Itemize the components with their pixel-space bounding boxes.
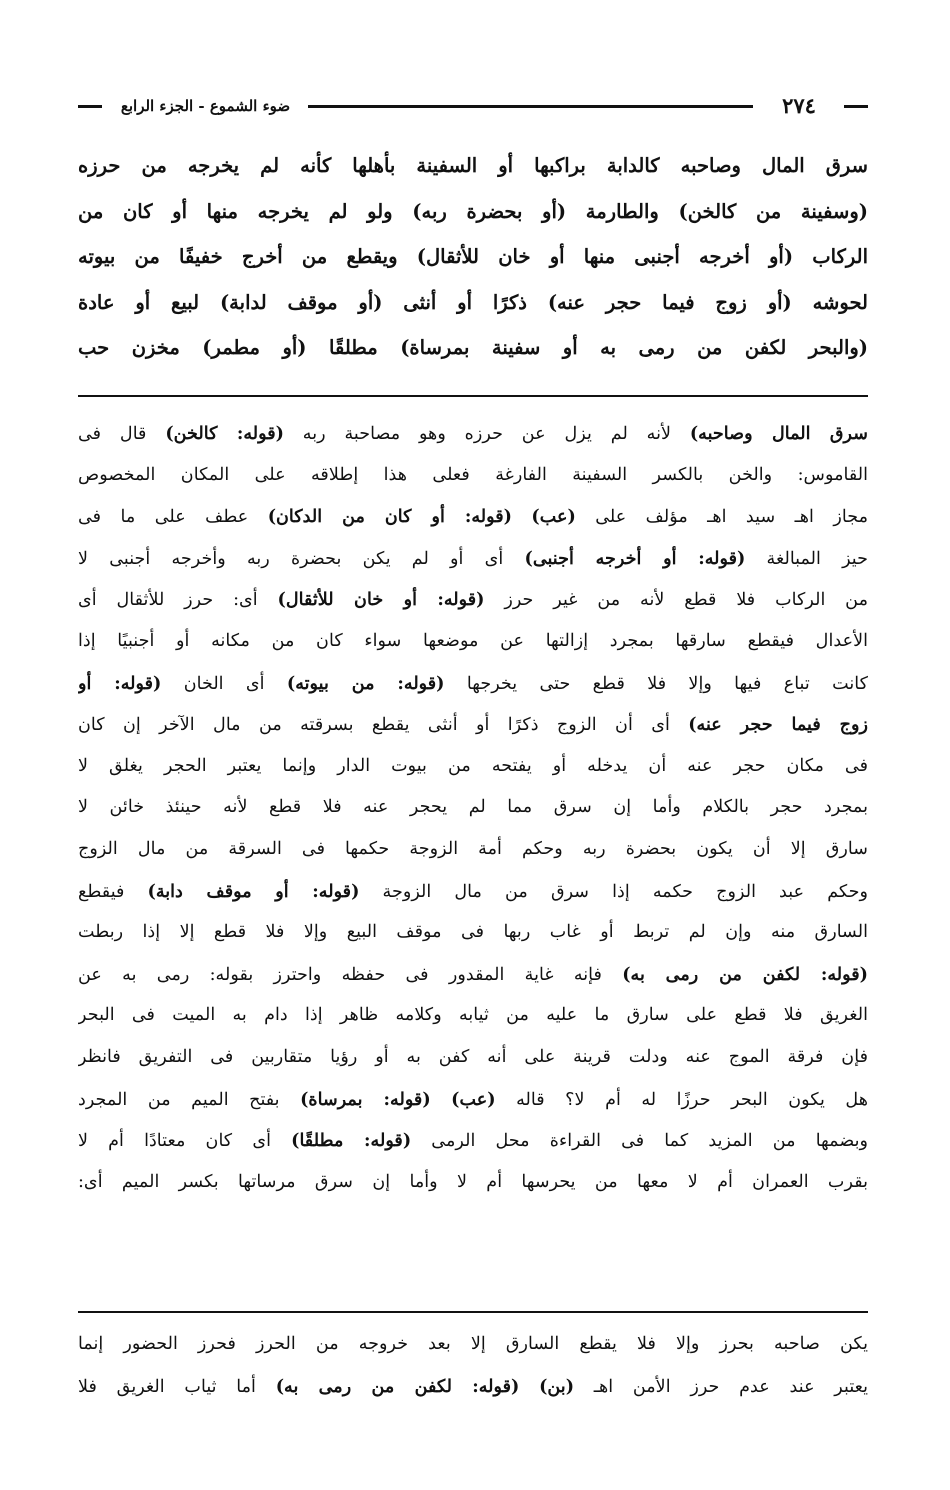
text-run: هل يكون البحر حرزًا له أم لا؟ قاله (495, 1089, 868, 1110)
text-run: فيقطع (78, 881, 148, 902)
text-run: فى مكان حجر عنه أن يدخله أو يفتحه من بيوت الدار وإنما يعتبر الحجر يغلق لا (78, 755, 868, 776)
commentary-text (78, 413, 868, 1203)
text-run: لأنه لم يزل عن حرزه وهو مصاحبة ربه (283, 424, 690, 444)
text-run: القاموس: والخن بالكسر السفينة الفارغة فعلى هذا إطلاقه على المكان المخصوص (78, 464, 868, 485)
quoted-phrase: (قوله: بمرساة) (300, 1088, 431, 1110)
commentary-line (78, 704, 868, 746)
text-run: بفتح الميم من المجرد (78, 1089, 301, 1110)
page-number: ٢٧٤ (782, 93, 816, 118)
text-run (431, 1090, 452, 1110)
quoted-phrase: (قوله: لكفن من رمى به) (622, 963, 868, 985)
text-run: مجاز اهـ سيد اهـ مؤلف على (575, 507, 868, 528)
header-rule (78, 105, 102, 108)
commentary-line (78, 621, 868, 663)
quoted-phrase: (قوله: كالخن) (165, 423, 284, 444)
commentary-line (78, 829, 868, 871)
commentary-line (78, 954, 868, 996)
continuation-line (78, 1324, 868, 1366)
quoted-phrase: زوج فيما حجر عنه) (688, 714, 868, 736)
text-run: أى أو لم يكن بحضرة ربه وأخرجه أجنبى لا (78, 548, 525, 569)
header-rule (308, 105, 753, 108)
quoted-phrase: (بن) (539, 1375, 575, 1397)
commentary-line (78, 787, 868, 829)
text-run (519, 1377, 539, 1397)
main-text-line: (والبحر لكفن من رمى به أو سفينة بمرساة) مطلقًا (أو مطمر) مخزن حب (78, 336, 868, 359)
quoted-phrase: (عب) (531, 506, 576, 528)
quoted-phrase: (قوله: مطلقًا) (291, 1130, 412, 1152)
commentary-line (78, 746, 868, 788)
text-run: كانت تباع فيها وإلا فلا قطع حتى يخرجها (444, 673, 868, 694)
text-run: سارق إلا أن يكون بحضرة ربه وحكم أمة الزوجة حكمها فى السرقة من مال الزوج (78, 838, 868, 859)
quoted-phrase: (قوله: أو خان للأثقال) (277, 589, 485, 611)
section-divider (78, 395, 868, 397)
text-run: أى: حرز للأثقال أى (78, 590, 278, 611)
quoted-phrase: (قوله: أو (78, 672, 162, 694)
quoted-phrase: (عب) (451, 1088, 496, 1110)
text-run: أى الخان (161, 673, 287, 694)
continuation-line (78, 1366, 868, 1408)
commentary-line (78, 496, 868, 538)
running-title: ضوء الشموع - الجزء الرابع (120, 97, 291, 115)
commentary-line (78, 413, 868, 455)
text-run: السارق منه وإن لم تربط أو غاب ربها فى موقف البيع وإلا فلا قطع إلا إذا ربطت (78, 922, 868, 943)
quoted-phrase: (قوله: أو أخرجه أجنبى) (524, 547, 746, 569)
page-header (78, 93, 868, 119)
commentary-line (78, 455, 868, 497)
quoted-phrase: (قوله: أو كان من الدكان) (267, 506, 512, 528)
quoted-phrase: (قوله: لكفن من رمى به) (275, 1375, 520, 1397)
book-page (78, 0, 868, 1490)
text-run (512, 507, 531, 527)
text-run: فإنه غاية المقدور فى حفظه واحترز بقوله: رمى به عن (78, 964, 623, 985)
text-run: عطف على ما فى (78, 507, 268, 528)
text-run: الغريق فلا قطع على سارق ما عليه من ثيابه وكلامه ظاهر إذا دام به الميت فى البحر (78, 1005, 868, 1026)
commentary-line (78, 579, 868, 621)
text-run: بقرب العمران أم لا معها من يحرسها أم لا وأما إن سرق مرساتها بكسر الميم أى: (78, 1171, 868, 1192)
main-text-line: سرق المال وصاحبه كالدابة براكبها أو السفينة بأهلها كأنه لم يخرجه من حرزه (78, 154, 868, 177)
commentary-line (78, 538, 868, 580)
text-run: أما ثياب الغريق فلا (78, 1376, 276, 1397)
main-text-line: (وسفينة من كالخن) والطارمة (أو بحضرة ربه) ولو لم يخرجه منها أو كان من (78, 199, 868, 223)
text-run: أى كان معتادًا أم لا (78, 1131, 292, 1152)
commentary-line (78, 912, 868, 954)
text-run: من الركاب فلا قطع لأنه من غير حرز (484, 590, 868, 611)
text-run: أى أن الزوج ذكرًا أو أنثى يقطع بسرقته من مال الآخر إن كان (78, 715, 689, 736)
commentary-line (78, 995, 868, 1037)
main-text-line: الركاب (أو أخرجه أجنبى منها أو خان للأثقال) ويقطع من أخرج خفيفًا من بيوته (78, 245, 868, 268)
footnote-divider (78, 1311, 868, 1313)
continuation-text (78, 1324, 868, 1407)
quoted-phrase: (قوله: أو موقف دابة) (147, 880, 360, 902)
text-run: بمجرد حجر بالكلام وأما إن سرق مما لم يحجر عنه فلا قطع لأنه حينئذ خائن لا (78, 797, 868, 818)
commentary-line (78, 663, 868, 705)
text-run: وبضمها من المزيد كما فى القراءة محل الرمى (411, 1131, 868, 1152)
header-rule (844, 105, 868, 108)
commentary-line (78, 871, 868, 913)
text-run: وحكم عبد الزوج حكمه إذا سرق من مال الزوجة (359, 881, 868, 902)
commentary-line (78, 1162, 868, 1204)
main-text-line: لحوشه (أو زوج فيما حجر عنه) ذكرًا أو أنثى (أو موقف لدابة) لبيع أو عادة (78, 290, 868, 314)
text-run: فإن فرقة الموج عنه ودلت قرينة على أنه كفن به أو رؤيا متقاربين فى التفريق فانظر (78, 1046, 868, 1067)
quoted-phrase: سرق المال وصاحبه) (689, 423, 868, 444)
commentary-line (78, 1120, 868, 1162)
text-run: يكن صاحبه بحرز وإلا فلا يقطع السارق إلا بعد خروجه من الحرز فحرز الحضور إنما (78, 1334, 868, 1354)
text-run: حيز المبالغة (745, 548, 868, 569)
text-run: الأعدال فيقطع سارقها بمجرد إزالتها عن موضعها سواء كان من مكانه أو أجنبيًا إذا (78, 630, 868, 651)
quoted-phrase: (قوله: من بيوته) (286, 672, 445, 694)
text-run: يعتبر عند عدم حرز الأمن اهـ (574, 1376, 868, 1397)
commentary-line (78, 1037, 868, 1079)
text-run: قال فى (78, 424, 166, 444)
commentary-line (78, 1079, 868, 1121)
main-text (78, 143, 868, 371)
